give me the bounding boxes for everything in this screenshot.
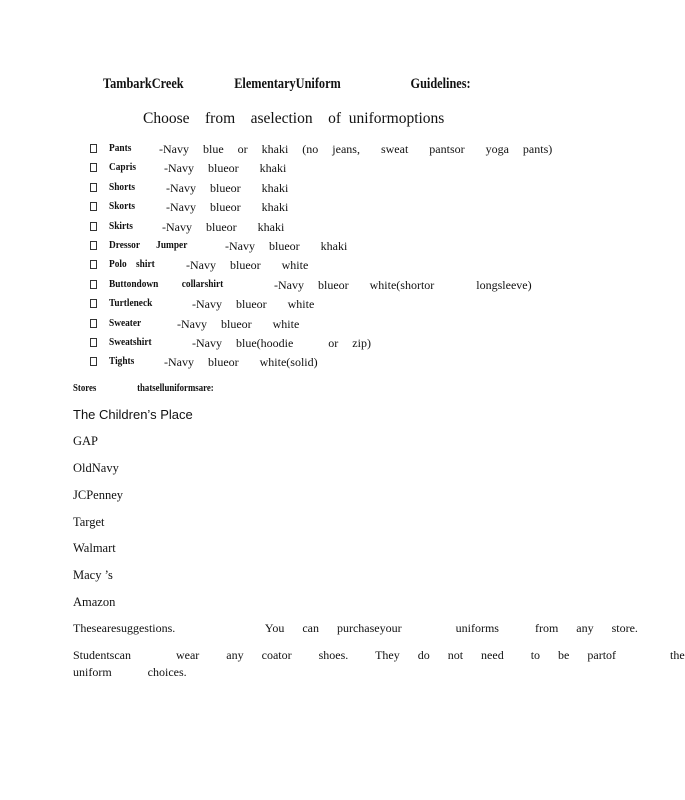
coat-shoes-note-line-2: uniform choices. [73,665,187,679]
bullet-square-icon [90,338,97,347]
uniform-option-name: Polo shirt [109,258,155,271]
uniform-option-name: Pants [109,142,132,154]
uniform-option-description: -Navy blueor white [192,297,315,312]
uniform-option-description: -Navy blueor khaki [166,200,289,215]
uniform-option-name: Tights [109,355,135,368]
document-subtitle: Choose from aselection of uniformoptions [143,110,445,127]
uniform-option-description: -Navy blue(hoodie or zip) [192,335,371,350]
bullet-square-icon [90,202,97,211]
bullet-square-icon [90,319,97,328]
uniform-option-name: Buttondown collarshirt [109,277,224,290]
coat-shoes-note-line-1: Studentscan wear any coator shoes. They do not need to be partof the [73,648,685,662]
store-name: JCPenney [73,488,123,502]
title-school-name: TambarkCreek [103,76,184,92]
uniform-option-name: Dressor Jumper [109,238,188,251]
suggestion-note: Thesearesuggestions. You can purchaseyour uniforms from any store. [73,621,638,635]
store-name: Target [73,515,105,529]
bullet-square-icon [90,260,97,269]
uniform-option-name: Sweatshirt [109,335,152,348]
store-name: Walmart [73,541,116,555]
uniform-option-description: -Navy blueor khaki [164,161,287,176]
stores-heading: Stores thatselluniformsare: [73,382,214,394]
bullet-square-icon [90,163,97,172]
bullet-square-icon [90,357,97,366]
uniform-option-description: -Navy blueor white [186,258,309,273]
store-name: Macy ’s [73,568,113,582]
uniform-option-description: -Navy blueor white [177,316,300,331]
uniform-option-description: -Navy blueor white(shortor longsleeve) [274,277,532,292]
store-name: OldNavy [73,461,119,475]
uniform-option-name: Capris [109,161,137,174]
bullet-square-icon [90,183,97,192]
title-elementary-uniform: ElementaryUniform [234,76,341,92]
uniform-option-description: -Navy blue or khaki (no jeans, sweat pantsor yoga pants) [159,142,553,156]
uniform-option-name: Shorts [109,180,135,193]
uniform-option-name: Turtleneck [109,297,153,310]
document-title [103,76,471,96]
uniform-option-name: Skorts [109,200,135,213]
uniform-option-description: -Navy blueor khaki [162,219,285,234]
bullet-square-icon [90,280,97,289]
store-name: Amazon [73,595,116,609]
title-guidelines: Guidelines: [410,76,471,92]
bullet-square-icon [90,299,97,308]
bullet-square-icon [90,144,97,153]
store-name: The Children’s Place [73,407,193,422]
store-name: GAP [73,434,99,448]
uniform-option-description: -Navy blueor white(solid) [164,355,318,370]
uniform-option-name: Sweater [109,316,142,329]
uniform-option-description: -Navy blueor khaki [166,180,289,195]
uniform-option-name: Skirts [109,219,133,232]
bullet-square-icon [90,222,97,231]
bullet-square-icon [90,241,97,250]
uniform-option-description: -Navy blueor khaki [225,238,348,253]
